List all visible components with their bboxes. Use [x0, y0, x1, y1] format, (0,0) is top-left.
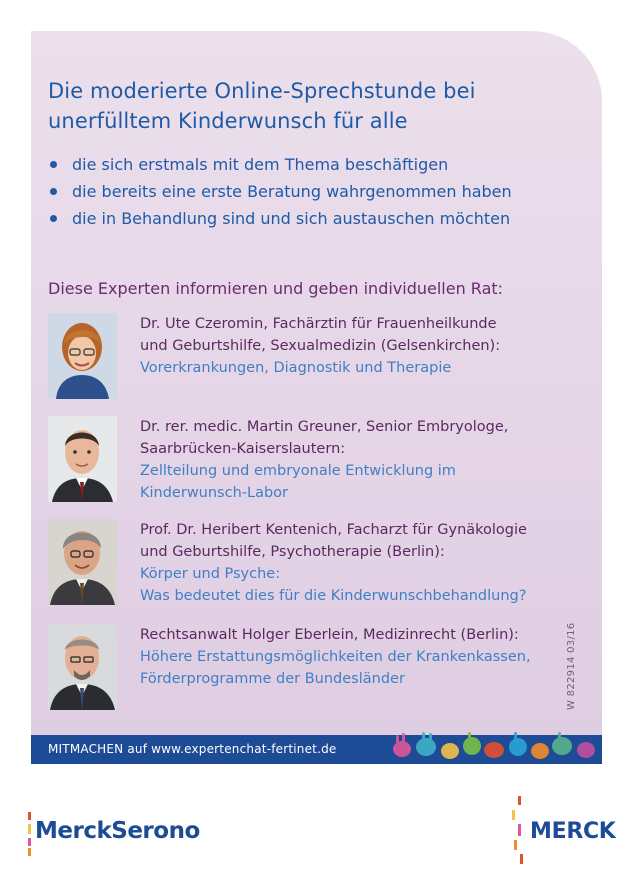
footer-link-text[interactable]: MITMACHEN auf www.expertenchat-fertinet.de	[48, 742, 337, 756]
headline-line-2: unerfülltem Kinderwunsch für alle	[48, 109, 408, 133]
expert-topic: Höhere Erstattungsmöglichkeiten der Krankenkassen, Förderprogramme der Bundesländer	[140, 649, 531, 687]
merck-logo: MERCK	[530, 819, 616, 844]
expert-entry-czeromin	[48, 313, 598, 403]
headline	[48, 76, 568, 136]
list-item	[48, 205, 588, 232]
expert-text	[140, 519, 590, 607]
list-item-text: die sich erstmals mit dem Thema beschäftigen	[72, 155, 449, 174]
expert-name: Prof. Dr. Heribert Kentenich, Facharzt für Gynäkologie und Geburtshilfe, Psychotherapie (Berlin):	[140, 522, 527, 560]
expert-entry-greuner	[48, 416, 598, 506]
bullet-icon	[50, 188, 57, 195]
expert-photo	[48, 416, 117, 502]
expert-topic: Vorerkrankungen, Diagnostik und Therapie	[140, 360, 452, 376]
expert-photo	[48, 519, 117, 605]
expert-text	[140, 624, 590, 690]
list-item	[48, 178, 588, 205]
expert-name: Rechtsanwalt Holger Eberlein, Medizinrecht (Berlin):	[140, 627, 519, 643]
expert-photo	[48, 313, 117, 399]
bullet-icon	[50, 161, 57, 168]
list-item	[48, 151, 588, 178]
expert-topic: Zellteilung und embryonale Entwicklung im Kinderwunsch-Labor	[140, 463, 456, 501]
list-item-text: die bereits eine erste Beratung wahrgenommen haben	[72, 182, 512, 201]
document-code: W 822914 03/16	[566, 622, 577, 710]
expert-name: Dr. rer. medic. Martin Greuner, Senior Embryologe, Saarbrücken-Kaiserslautern:	[140, 419, 509, 457]
expert-text	[140, 313, 590, 379]
merck-serono-logo: MerckSerono	[35, 818, 200, 844]
expert-text	[140, 416, 590, 504]
expert-topic: Körper und Psyche: Was bedeutet dies für die Kinderwunschbehandlung?	[140, 566, 527, 604]
list-item-text: die in Behandlung sind und sich austauschen möchten	[72, 209, 511, 228]
experts-heading: Diese Experten informieren und geben individuellen Rat:	[48, 279, 504, 298]
bullet-icon	[50, 215, 57, 222]
handprints-decoration	[388, 729, 602, 769]
headline-line-1: Die moderierte Online-Sprechstunde bei	[48, 79, 476, 103]
expert-name: Dr. Ute Czeromin, Fachärztin für Frauenheilkunde und Geburtshilfe, Sexualmedizin (Gelsenkirchen):	[140, 316, 501, 354]
expert-entry-kentenich	[48, 519, 598, 609]
audience-list	[48, 151, 588, 232]
expert-entry-eberlein	[48, 624, 598, 714]
expert-photo	[48, 624, 117, 710]
